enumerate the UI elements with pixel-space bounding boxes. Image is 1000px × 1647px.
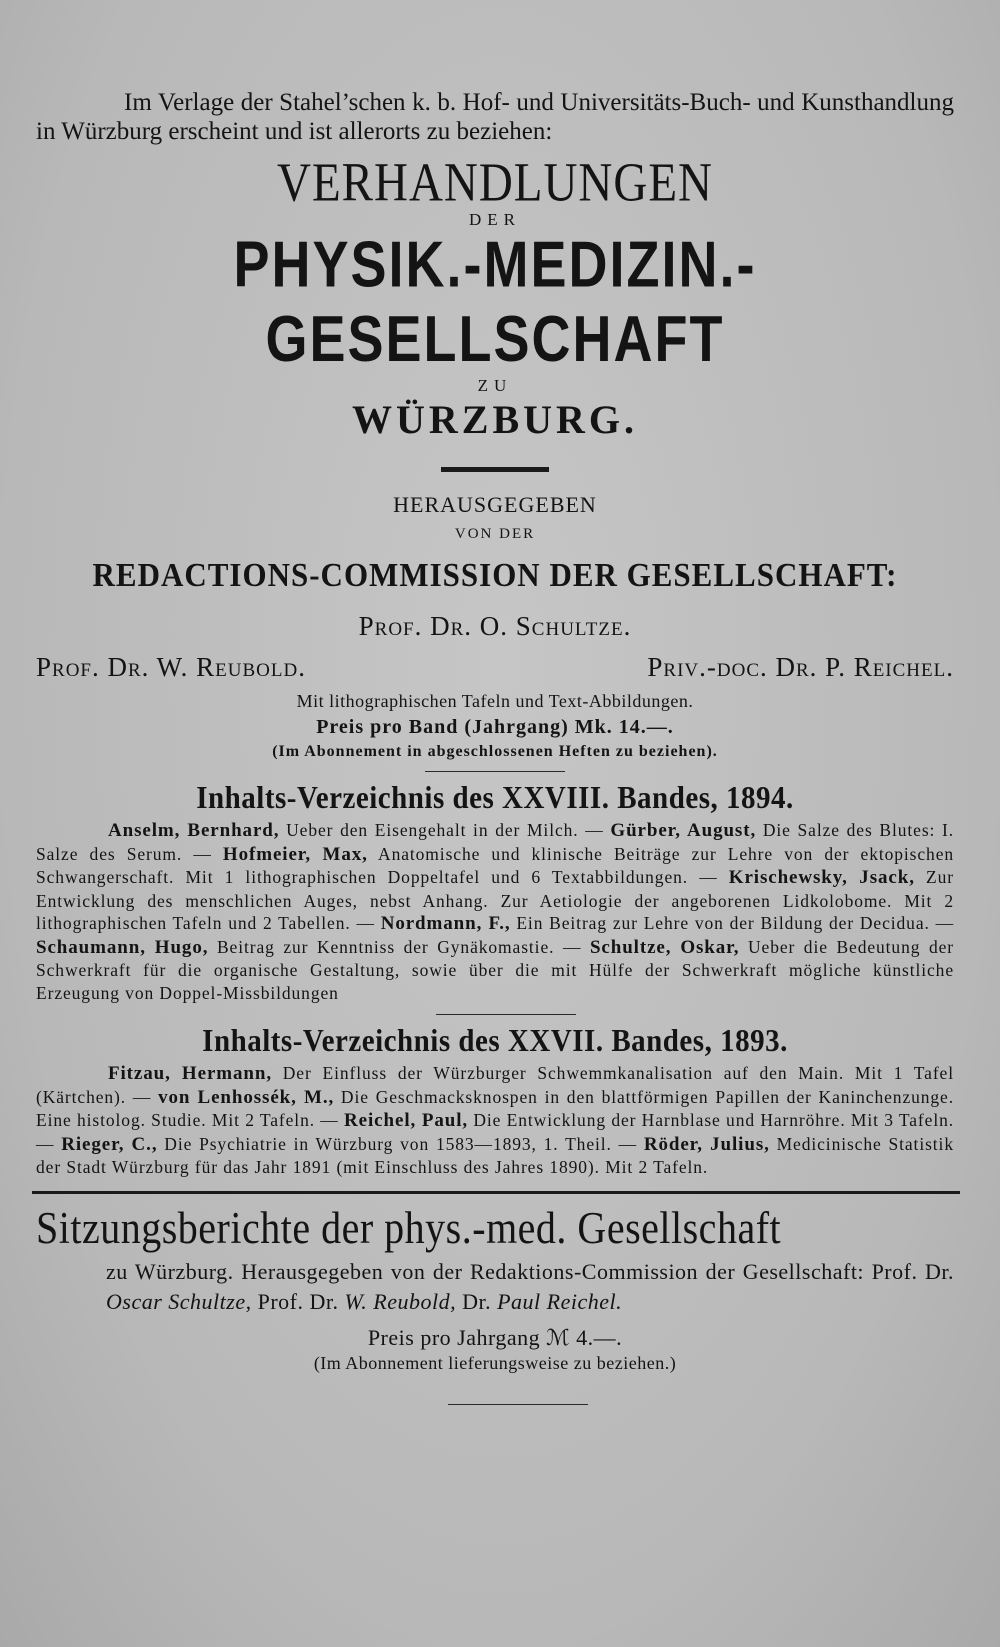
full-width-rule (32, 1191, 960, 1194)
title-der: DER (469, 210, 521, 229)
volume-price: Preis pro Band (Jahrgang) Mk. 14.—. (316, 716, 674, 738)
title-divider (441, 467, 549, 472)
vol27-heading: Inhalts-Verzeichnis des XXVII. Bandes, 1893. (202, 1023, 788, 1059)
vol27-author: Röder, Julius, (643, 1133, 770, 1155)
editor-name-reichel: Paul Reichel. (497, 1288, 623, 1314)
bottom-divider (448, 1404, 588, 1405)
editors-row (36, 652, 954, 683)
title-verhandlungen: VERHANDLUNGEN (277, 152, 713, 214)
vol28-title: Anatomische und klinische Beiträge zur Lehre von der ektopischen Schwangerschaft. Mit 1 lithographischen Doppeltafel und 6 Textabbildungen. — (36, 843, 955, 887)
vol28-title: Ein Beitrag zur Lehre von der Bildung der Decidua. — (510, 913, 954, 933)
vol28-author: Gürber, August, (610, 820, 757, 841)
sitzungsberichte-price: Preis pro Jahrgang ℳ 4.—. (367, 1324, 623, 1350)
editor-reichel: Priv.-doc. Dr. P. Reichel. (647, 652, 954, 682)
subscription-note: (Im Abonnement in abgeschlossenen Heften zu beziehen). (272, 743, 718, 760)
vol28-author: Schaumann, Hugo, (36, 936, 209, 958)
vol27-title: Medicinische Statistik der Stadt Würzburg für das Jahr 1891 (mit Einschluss des Jahres 1890). Mit 2 Tafeln. (36, 1133, 954, 1177)
sitzungsberichte-subscription: (Im Abonnement lieferungsweise zu beziehen.) (313, 1352, 677, 1373)
sitz-text: Prof. Dr. (251, 1288, 345, 1314)
vol28-title: Zur Entwicklung des menschlichen Auges, nebst Anhang. Zur Aetiologie der angeborenen Lidkolobome. Mit 2 lithographischen Tafeln und 2 Tabellen. — (36, 867, 954, 933)
section-divider (425, 771, 565, 772)
vol28-contents (36, 819, 954, 1004)
vol28-author: Schultze, Oskar, (589, 936, 740, 958)
von-der-label: VON DER (454, 526, 536, 542)
section-divider (436, 1014, 576, 1015)
vol28-author: Hofmeier, Max, (222, 843, 368, 865)
vol27-title: Die Geschmacksknospen in den blattförmigen Papillen der Kaninchenzunge. Eine histolog. Studie. Mit 2 Tafeln. — (36, 1086, 954, 1130)
publisher-intro: Im Verlage der Stahel’schen k. b. Hof- und Universitäts-Buch- und Kunsthandlung in Würzburg erscheint und ist allerorts zu beziehen: (36, 89, 954, 145)
vol27-title: Der Einfluss der Würzburger Schwemmkanalisation auf den Main. Mit 1 Tafel (Kärtchen). — (36, 1063, 954, 1107)
sitzungsberichte-heading: Sitzungsberichte der phys.-med. Gesellschaft (36, 1201, 782, 1253)
title-zu: ZU (477, 376, 513, 395)
vol28-author: Krischewsky, Jsack, (728, 867, 915, 888)
vol28-title: Beitrag zur Kenntniss der Gynäkomastie. — (208, 936, 590, 957)
editor-name-reubold: W. Reubold, (344, 1288, 457, 1314)
title-wuerzburg: WÜRZBURG. (351, 397, 639, 442)
vol27-author: von Lenhossék, M., (158, 1086, 335, 1108)
vol28-title: Ueber die Bedeutung der Schwerkraft für die organische Gestaltung, sowie über die mit Hülfe der Schwerkraft mögliche künstliche Erzeugung von Doppel-Missbildungen (36, 936, 954, 1003)
vol27-author: Rieger, C., (61, 1133, 158, 1155)
herausgegeben-label: HERAUSGEGEBEN (393, 492, 597, 517)
vol27-title: Die Entwicklung der Harnblase und Harnröhre. Mit 3 Tafeln. — (36, 1110, 955, 1154)
vol27-author: Reichel, Paul, (344, 1110, 469, 1131)
vol27-contents (36, 1062, 954, 1179)
sitzungsberichte-description (106, 1257, 954, 1317)
vol28-title: Die Salze des Blutes: I. Salze des Serum. — (36, 820, 955, 864)
vol27-author: Fitzau, Hermann, (108, 1063, 272, 1084)
title-gesellschaft: PHYSIK.-MEDIZIN.-GESELLSCHAFT (233, 228, 757, 376)
vol28-title: Ueber den Eisengehalt in der Milch. — (279, 820, 611, 840)
editor-schultze: Prof. Dr. O. Schultze. (358, 611, 632, 641)
illustrations-note: Mit lithographischen Tafeln und Text-Abbildungen. (296, 691, 694, 711)
vol27-title: Die Psychiatrie in Würzburg von 1583—1893, 1. Theil. — (157, 1133, 644, 1154)
editor-name-schultze: Oscar Schultze, (106, 1288, 252, 1314)
vol28-author: Nordmann, F., (380, 913, 511, 934)
sitz-text: Dr. (456, 1288, 498, 1314)
sitz-text: zu Würzburg. Herausgegeben von der Redaktions-Commission der Gesellschaft: Prof. Dr. (106, 1258, 954, 1284)
vol28-author: Anselm, Bernhard, (108, 820, 280, 841)
commission-heading: REDACTIONS-COMMISSION DER GESELLSCHAFT: (92, 555, 898, 594)
vol28-heading: Inhalts-Verzeichnis des XXVIII. Bandes, 1894. (196, 780, 794, 816)
editor-reubold: Prof. Dr. W. Reubold. (36, 652, 306, 682)
